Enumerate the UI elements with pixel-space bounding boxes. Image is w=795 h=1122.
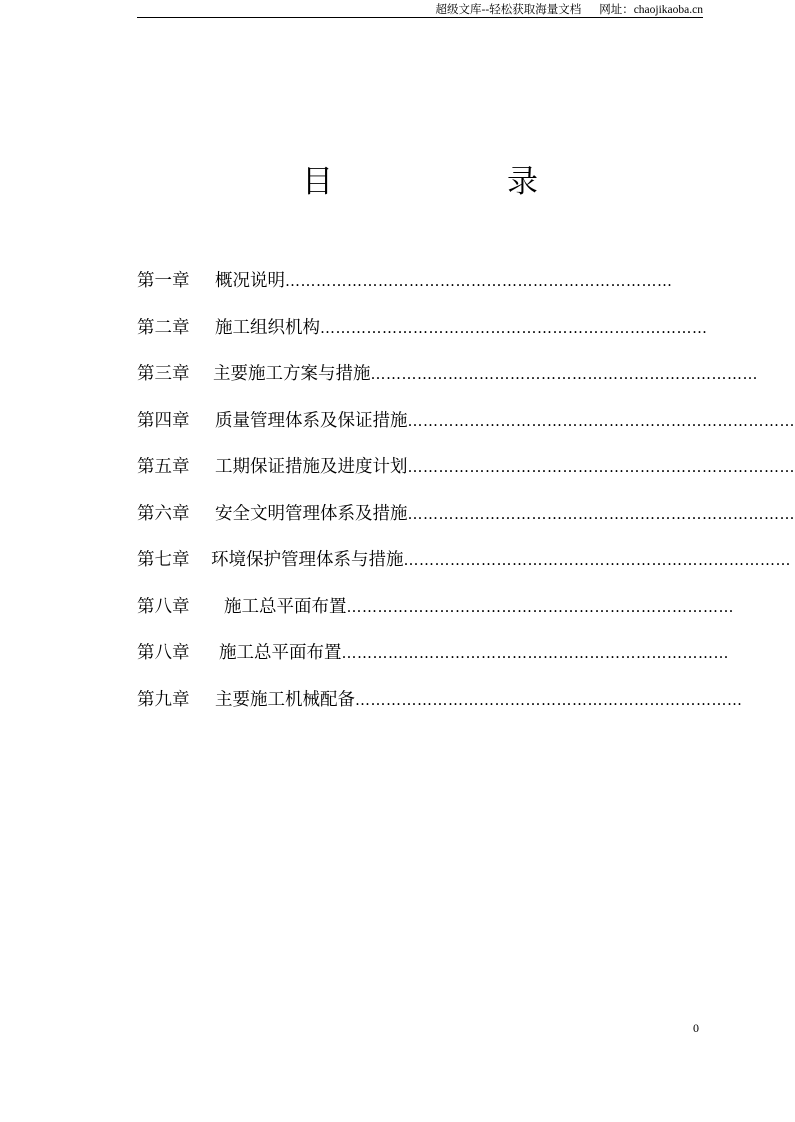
toc-entry[interactable] [137, 549, 791, 571]
toc-entry[interactable] [137, 456, 795, 478]
toc-entry[interactable] [137, 503, 795, 525]
toc-entry[interactable] [137, 363, 758, 385]
toc-dot-leader: ………………………………………………………………… [407, 505, 795, 523]
toc-dot-leader: ………………………………………………………………… [403, 551, 791, 569]
toc-chapter-label: 第九章 [137, 690, 190, 710]
toc-entry-title: 环境保护管理体系与措施 [211, 550, 404, 570]
toc-entry-title: 安全文明管理体系及措施 [215, 504, 408, 524]
toc-entry[interactable] [137, 642, 729, 664]
toc-chapter-label: 第五章 [137, 457, 190, 477]
page-number: 0 [693, 1021, 699, 1035]
toc-entry[interactable] [137, 270, 694, 292]
toc-dot-leader: ………………………………………………………………… [407, 458, 795, 476]
toc-dot-leader: ………………………………………………………………… [370, 365, 758, 383]
header-text [436, 1, 703, 17]
toc-title-right: 录 [507, 164, 538, 200]
toc-chapter-label: 第四章 [137, 411, 190, 431]
toc-chapter-label: 第三章 [137, 364, 190, 384]
toc-entry-title: 主要施工机械配备 [215, 690, 355, 710]
toc-entry-title: 工期保证措施及进度计划 [215, 457, 408, 477]
toc-dot-leader: ………………………………………………………………… [285, 272, 673, 290]
toc-dot-leader: ………………………………………………………………… [355, 691, 743, 709]
toc-entry-title: 施工总平面布置 [219, 643, 342, 663]
toc-chapter-label: 第二章 [137, 318, 190, 338]
toc-entry-title: 主要施工方案与措施 [213, 364, 371, 384]
toc-entry[interactable] [137, 317, 708, 339]
toc-chapter-label: 第七章 [137, 550, 190, 570]
toc-chapter-label: 第八章 [137, 597, 190, 617]
toc-entry[interactable] [137, 410, 795, 432]
toc-title-left: 目 [302, 164, 333, 200]
page-header [137, 0, 703, 18]
toc-entry[interactable] [137, 596, 734, 618]
toc-chapter-label: 第一章 [137, 271, 190, 291]
toc-dot-leader: ………………………………………………………………… [320, 319, 708, 337]
toc-entry-title: 施工组织机构 [215, 318, 320, 338]
header-url-text: 网址：chaojikaoba.cn [599, 4, 703, 16]
toc-chapter-label: 第六章 [137, 504, 190, 524]
toc-dot-leader: ………………………………………………………………… [407, 412, 795, 430]
toc-entry-title: 施工总平面布置 [224, 597, 347, 617]
toc-dot-leader: ………………………………………………………………… [346, 598, 734, 616]
header-site-text: 超级文库--轻松获取海量文档 [435, 4, 582, 16]
toc-entry[interactable] [137, 689, 743, 711]
toc-chapter-label: 第八章 [137, 643, 190, 663]
toc-entry-title: 概况说明 [215, 271, 285, 291]
toc-dot-leader: ………………………………………………………………… [341, 644, 729, 662]
toc-entry-title: 质量管理体系及保证措施 [215, 411, 408, 431]
